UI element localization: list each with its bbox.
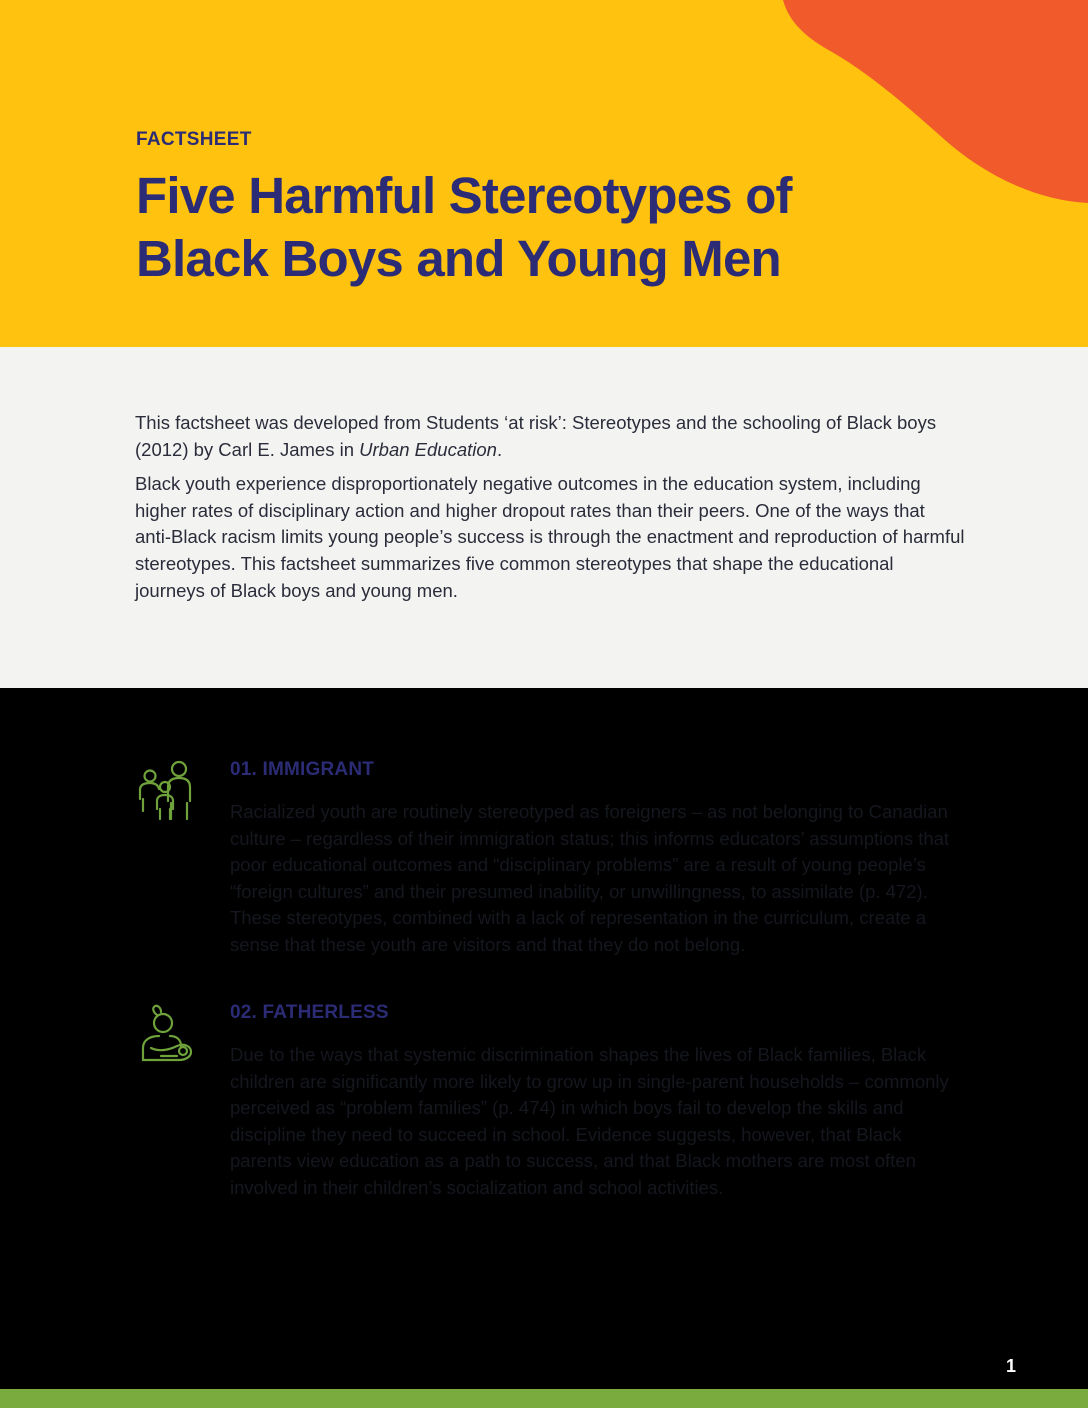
citation-end: . <box>496 438 503 460</box>
intro-section <box>0 347 1088 688</box>
stereotype-text: Racialized youth are routinely stereotyped as foreigners – as not belonging to Canadian culture – regardless of their immigration status; this informs educators’ assumptions that poor educational outcomes and “disciplinary problems” are a result of young people’s “foreign cultures” and their presumed inability, or unwillingness, to assimilate (p. 472). These stereotypes, combined with a lack of representation in the curriculum, create a sense that these youth are visitors and that they do not belong. <box>230 801 950 955</box>
intro-paragraph: Black youth experience disproportionately negative outcomes in the education system, including higher rates of disciplinary action and higher dropout rates than their peers. One of the ways that anti-Black racism limits young people’s success is through the enactment and reproduction of harmful stereotypes. This factsheet summarizes five common stereotypes that shape the educational journeys of Black boys and young men. <box>135 473 965 601</box>
header-banner <box>0 0 1088 347</box>
stereotype-heading: 02. FATHERLESS <box>230 1002 389 1023</box>
page-title: Five Harmful Stereotypes of Black Boys and Young Men <box>136 167 792 287</box>
mother-child-icon <box>137 1002 197 1066</box>
eyebrow-label: FACTSHEET <box>136 129 252 150</box>
source-citation <box>135 410 965 463</box>
journal-name: Urban Education <box>359 438 497 460</box>
family-icon <box>137 759 197 823</box>
page-number: 1 <box>1006 1356 1017 1376</box>
stereotype-text: Due to the ways that systemic discrimination shapes the lives of Black families, Black children are significantly more likely to grow up in single-parent households – commonly perceived as “problem families” (p. 474) in which boys fail to develop the skills and discipline they need to succeed in school. Evidence suggests, however, that Black parents view education as a path to success, and that Black mothers are most often involved in their children’s socialization and school activities. <box>230 1044 949 1198</box>
stereotype-heading: 01. IMMIGRANT <box>230 759 375 780</box>
citation-text: This factsheet was developed from Students ‘at risk’: Stereotypes and the schooling of Black boys (2012) by Carl E. James in <box>135 412 937 460</box>
footer-bar <box>0 1389 1088 1408</box>
